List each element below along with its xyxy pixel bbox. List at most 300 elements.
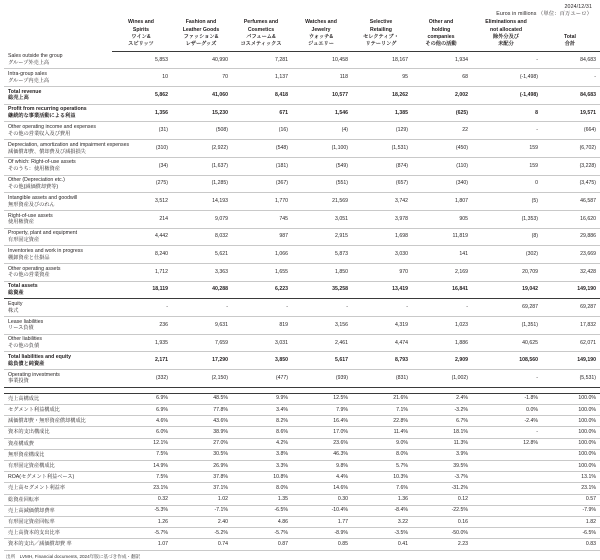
- col-en-line3: companies: [427, 33, 455, 40]
- ratio-cell-r3-c6: -: [472, 427, 542, 438]
- ratio-cell-r9-c1: 1.02: [172, 494, 232, 505]
- ratio-cell-r12-c6: [472, 528, 542, 539]
- cell-r8-c4: 3,742: [352, 193, 412, 211]
- cell-r8-c7: 46,587: [542, 193, 600, 211]
- cell-r13-c4: 13,419: [352, 281, 412, 299]
- cell-r7-c4: (657): [352, 175, 412, 193]
- ratio-cell-r6-c7: 100.0%: [542, 461, 600, 472]
- row-label-jp: グループ内売上高: [8, 77, 50, 84]
- ratio-row: [4, 393, 600, 404]
- cell-r14-c3: -: [292, 299, 352, 317]
- table-row: [4, 210, 600, 228]
- cell-r14-c6: 69,287: [472, 299, 542, 317]
- cell-r15-c1: 9,631: [172, 317, 232, 335]
- row-label: [4, 317, 112, 335]
- cell-r10-c0: 4,442: [112, 228, 172, 246]
- ratio-cell-r3-c7: 100.0%: [542, 427, 600, 438]
- ratio-cell-r11-c4: 3.22: [352, 517, 412, 528]
- ratio-cell-r11-c1: 2.40: [172, 517, 232, 528]
- table-row: [4, 87, 600, 105]
- ratio-cell-r12-c1: -5.2%: [172, 528, 232, 539]
- table-row: [4, 352, 600, 370]
- cell-r13-c6: 19,042: [472, 281, 542, 299]
- ratio-cell-r9-c0: 0.32: [112, 494, 172, 505]
- ratio-cell-r1-c7: 100.0%: [542, 404, 600, 415]
- ratio-cell-r2-c7: 100.0%: [542, 416, 600, 427]
- row-label-en: Other operating assets: [8, 265, 61, 272]
- cell-r17-c3: 5,617: [292, 352, 352, 370]
- cell-r16-c4: 4,474: [352, 334, 412, 352]
- col-jp-line1: セレクティブ・: [363, 33, 399, 40]
- cell-r18-c4: (831): [352, 370, 412, 388]
- cell-r7-c2: (367): [232, 175, 292, 193]
- cell-r1-c4: 95: [352, 69, 412, 87]
- cell-r16-c6: 40,625: [472, 334, 542, 352]
- col-en-line1: Perfumes and: [243, 19, 279, 26]
- row-label: [4, 370, 112, 388]
- column-header-eliminations-and-not-allocated: [472, 18, 542, 52]
- ratio-cell-r12-c4: -3.5%: [352, 528, 412, 539]
- col-jp-line2: スピリッツ: [128, 41, 154, 48]
- ratio-row: [4, 416, 600, 427]
- cell-r17-c7: 149,190: [542, 352, 600, 370]
- cell-r8-c1: 14,193: [172, 193, 232, 211]
- row-label-jp: 継続的な事業活動による利益: [8, 113, 76, 120]
- report-date: 2024/12/31: [564, 4, 592, 10]
- row-label-jp: その他(減価償却費等): [8, 183, 59, 190]
- ratio-cell-r7-c5: -3.7%: [412, 472, 472, 483]
- cell-r3-c4: 1,385: [352, 104, 412, 122]
- row-label: [4, 263, 112, 281]
- col-en-line1: Wines and: [128, 19, 154, 26]
- cell-r1-c6: (-1,498): [472, 69, 542, 87]
- cell-r12-c3: 1,850: [292, 263, 352, 281]
- cell-r5-c6: 159: [472, 140, 542, 158]
- cell-r6-c1: (1,637): [172, 157, 232, 175]
- cell-r4-c5: 22: [412, 122, 472, 140]
- cell-r1-c7: -: [542, 69, 600, 87]
- row-label-en: Inventories and work in progress: [8, 247, 83, 254]
- ratio-cell-r5-c6: [472, 449, 542, 460]
- column-header-other-and-holding-companies: [412, 18, 472, 52]
- cell-r4-c4: (129): [352, 122, 412, 140]
- cell-r4-c3: (4): [292, 122, 352, 140]
- ratio-row-label: 減価償却費・無形資産償却構成比: [4, 416, 112, 427]
- row-label: [4, 140, 130, 158]
- row-label-jp: 減価償却費、償却費及び減損損失: [8, 148, 86, 155]
- cell-r14-c4: -: [352, 299, 412, 317]
- cell-r2-c1: 41,060: [172, 87, 232, 105]
- col-jp-line1: パフューム&: [246, 33, 276, 40]
- row-label-jp: そのうち：使用権資産: [8, 166, 60, 173]
- cell-r0-c2: 7,281: [232, 52, 292, 69]
- cell-r6-c7: (3,228): [542, 157, 600, 175]
- row-label: [4, 193, 112, 211]
- row-label-en: Other liabilities: [8, 336, 43, 343]
- col-en-line1: Other and: [428, 19, 454, 26]
- cell-r1-c0: 10: [112, 69, 172, 87]
- ratio-row: [4, 404, 600, 415]
- cell-r11-c4: 3,030: [352, 246, 412, 264]
- ratio-cell-r13-c4: 0.41: [352, 539, 412, 550]
- ratio-row-label: ROA(セグメント利益ベース): [4, 472, 112, 483]
- cell-r16-c5: 1,886: [412, 334, 472, 352]
- table-row: [4, 104, 600, 122]
- ratio-cell-r7-c7: 13.1%: [542, 472, 600, 483]
- row-label: [4, 210, 112, 228]
- ratio-cell-r3-c4: 11.4%: [352, 427, 412, 438]
- table-row: [4, 52, 600, 69]
- col-jp-line1: ワイン&: [131, 33, 151, 40]
- cell-r17-c6: 108,560: [472, 352, 542, 370]
- ratio-cell-r8-c0: 23.1%: [112, 483, 172, 494]
- row-label-jp: 有形固定資産: [8, 236, 40, 243]
- ratio-cell-r10-c7: -7.9%: [542, 505, 600, 516]
- table-row: [4, 228, 600, 246]
- ratio-cell-r12-c0: -5.7%: [112, 528, 172, 539]
- cell-r10-c2: 987: [232, 228, 292, 246]
- row-label-jp: 総負債と純資産: [8, 360, 45, 367]
- ratio-cell-r4-c0: 12.1%: [112, 438, 172, 449]
- cell-r16-c0: 1,935: [112, 334, 172, 352]
- row-label: [4, 122, 112, 140]
- cell-r2-c7: 84,683: [542, 87, 600, 105]
- ratio-cell-r4-c1: 27.0%: [172, 438, 232, 449]
- cell-r15-c3: 3,156: [292, 317, 352, 335]
- cell-r2-c2: 8,418: [232, 87, 292, 105]
- ratio-cell-r8-c2: 8.0%: [232, 483, 292, 494]
- col-en-line1: Watches and: [305, 19, 337, 26]
- ratio-row: [4, 427, 600, 438]
- row-label-header: [4, 18, 112, 52]
- table-row: [4, 317, 600, 335]
- row-label-jp: 事業投資: [8, 378, 29, 385]
- table-body: [4, 52, 600, 550]
- ratio-cell-r13-c1: 0.74: [172, 539, 232, 550]
- ratio-cell-r10-c4: -8.4%: [352, 505, 412, 516]
- ratio-cell-r8-c1: 37.1%: [172, 483, 232, 494]
- ratio-row-label: 総資産回転率: [4, 494, 112, 505]
- row-label-en: Sales outside the group: [8, 53, 63, 60]
- cell-r18-c6: -: [472, 370, 542, 388]
- row-label: [4, 299, 112, 317]
- cell-r0-c6: -: [472, 52, 542, 69]
- table-row: [4, 334, 600, 352]
- ratio-cell-r4-c5: 11.3%: [412, 438, 472, 449]
- cell-r18-c5: (1,002): [412, 370, 472, 388]
- cell-r3-c1: 15,230: [172, 104, 232, 122]
- cell-r9-c4: 3,978: [352, 210, 412, 228]
- ratio-cell-r10-c6: [472, 505, 542, 516]
- col-jp-line2: コスメティックス: [240, 41, 282, 48]
- ratio-cell-r0-c7: 100.0%: [542, 393, 600, 404]
- ratio-cell-r12-c2: -5.7%: [232, 528, 292, 539]
- ratio-cell-r0-c2: 9.9%: [232, 393, 292, 404]
- table-row: [4, 246, 600, 264]
- column-header-fashion-and-leather-goods: [172, 18, 232, 52]
- cell-r10-c3: 2,915: [292, 228, 352, 246]
- cell-r3-c7: 19,571: [542, 104, 600, 122]
- col-en-line1: Fashion and: [185, 19, 217, 26]
- row-label-en: Intangible assets and goodwill: [8, 194, 78, 201]
- row-label: [4, 175, 112, 193]
- ratio-cell-r4-c4: 9.0%: [352, 438, 412, 449]
- ratio-cell-r8-c6: [472, 483, 542, 494]
- col-en-line2: Cosmetics: [247, 26, 275, 33]
- cell-r9-c0: 214: [112, 210, 172, 228]
- ratio-cell-r4-c3: 23.6%: [292, 438, 352, 449]
- cell-r5-c2: (548): [232, 140, 292, 158]
- column-header-watches-and-jewelry: [292, 18, 352, 52]
- ratio-cell-r8-c7: 23.1%: [542, 483, 600, 494]
- ratio-cell-r11-c0: 1.26: [112, 517, 172, 528]
- cell-r15-c0: 236: [112, 317, 172, 335]
- cell-r0-c4: 18,167: [352, 52, 412, 69]
- table-row: [4, 299, 600, 317]
- ratio-cell-r11-c6: [472, 517, 542, 528]
- table-row: [4, 122, 600, 140]
- ratio-row-label: 有形固定資産構成比: [4, 461, 112, 472]
- cell-r13-c2: 6,223: [232, 281, 292, 299]
- cell-r5-c1: (2,922): [172, 140, 232, 158]
- cell-r1-c1: 70: [172, 69, 232, 87]
- ratio-cell-r10-c3: -10.4%: [292, 505, 352, 516]
- cell-r16-c2: 3,031: [232, 334, 292, 352]
- ratio-cell-r5-c3: 46.3%: [292, 449, 352, 460]
- cell-r13-c1: 40,288: [172, 281, 232, 299]
- cell-r14-c7: 69,287: [542, 299, 600, 317]
- cell-r2-c3: 10,577: [292, 87, 352, 105]
- col-jp-line1: ウォッチ&: [308, 33, 334, 40]
- source-note: 出所 LVMH, Financial documents, 2024年版に基づき作成・翻訳: [6, 553, 141, 559]
- cell-r9-c2: 745: [232, 210, 292, 228]
- cell-r5-c3: (1,100): [292, 140, 352, 158]
- cell-r18-c3: (939): [292, 370, 352, 388]
- cell-r0-c7: 84,683: [542, 52, 600, 69]
- ratio-cell-r7-c6: [472, 472, 542, 483]
- cell-r12-c1: 3,363: [172, 263, 232, 281]
- cell-r8-c0: 3,512: [112, 193, 172, 211]
- cell-r16-c1: 7,659: [172, 334, 232, 352]
- row-label-jp: その他の負債: [8, 343, 40, 350]
- row-label-en: Depreciation, amortization and impairment expenses: [8, 141, 130, 148]
- cell-r10-c7: 29,886: [542, 228, 600, 246]
- cell-r13-c3: 35,258: [292, 281, 352, 299]
- cell-r12-c2: 1,655: [232, 263, 292, 281]
- column-header-total: [542, 18, 600, 52]
- ratio-cell-r3-c5: 18.1%: [412, 427, 472, 438]
- cell-r8-c6: (5): [472, 193, 542, 211]
- ratio-cell-r6-c1: 26.9%: [172, 461, 232, 472]
- ratio-cell-r10-c2: -6.5%: [232, 505, 292, 516]
- cell-r17-c2: 3,850: [232, 352, 292, 370]
- ratio-cell-r9-c4: 1.36: [352, 494, 412, 505]
- column-header-perfumes-and-cosmetics: [232, 18, 292, 52]
- col-en-line1: Total: [563, 33, 576, 40]
- cell-r5-c5: (450): [412, 140, 472, 158]
- cell-r11-c6: (302): [472, 246, 542, 264]
- row-label-jp: リース負債: [8, 325, 34, 332]
- cell-r12-c0: 1,712: [112, 263, 172, 281]
- ratio-cell-r0-c5: 2.4%: [412, 393, 472, 404]
- ratio-cell-r13-c5: 2.23: [412, 539, 472, 550]
- row-label: [4, 87, 112, 105]
- ratio-cell-r7-c2: 10.8%: [232, 472, 292, 483]
- cell-r2-c6: (-1,498): [472, 87, 542, 105]
- ratio-cell-r13-c6: [472, 539, 542, 550]
- row-label: [4, 334, 112, 352]
- ratio-cell-r9-c7: 0.57: [542, 494, 600, 505]
- ratio-cell-r13-c0: 1.07: [112, 539, 172, 550]
- ratio-cell-r7-c4: 10.3%: [352, 472, 412, 483]
- row-label: [4, 52, 112, 69]
- ratio-cell-r1-c0: 6.9%: [112, 404, 172, 415]
- cell-r6-c6: 159: [472, 157, 542, 175]
- ratio-cell-r9-c6: [472, 494, 542, 505]
- table-row: [4, 370, 600, 388]
- ratio-cell-r9-c5: 0.12: [412, 494, 472, 505]
- cell-r9-c5: 905: [412, 210, 472, 228]
- cell-r18-c2: (477): [232, 370, 292, 388]
- ratio-cell-r5-c7: 100.0%: [542, 449, 600, 460]
- cell-r16-c3: 2,461: [292, 334, 352, 352]
- ratio-cell-r0-c6: -1.8%: [472, 393, 542, 404]
- row-label-en: Operating investments: [8, 371, 60, 378]
- ratio-cell-r3-c1: 38.9%: [172, 427, 232, 438]
- cell-r12-c4: 970: [352, 263, 412, 281]
- cell-r5-c4: (1,531): [352, 140, 412, 158]
- row-label: [4, 69, 112, 87]
- table-meta: [0, 0, 600, 17]
- ratio-row-label: 有形固定資産回転率: [4, 517, 112, 528]
- ratio-row: [4, 494, 600, 505]
- ratio-row: [4, 528, 600, 539]
- cell-r4-c7: (664): [542, 122, 600, 140]
- ratio-cell-r9-c2: 1.35: [232, 494, 292, 505]
- ratio-cell-r5-c4: 8.0%: [352, 449, 412, 460]
- cell-r15-c6: (1,351): [472, 317, 542, 335]
- cell-r15-c5: 1,023: [412, 317, 472, 335]
- row-label-en: Property, plant and equipment: [8, 230, 78, 237]
- row-label-en: Profit from recurring operations: [8, 106, 87, 113]
- cell-r0-c0: 5,853: [112, 52, 172, 69]
- cell-r9-c6: (1,353): [472, 210, 542, 228]
- ratio-cell-r0-c0: 6.9%: [112, 393, 172, 404]
- row-label: [4, 157, 112, 175]
- ratio-row-label: 資本的支出構成比: [4, 427, 112, 438]
- cell-r14-c2: -: [232, 299, 292, 317]
- ratio-cell-r2-c6: -2.4%: [472, 416, 542, 427]
- cell-r2-c5: 2,002: [412, 87, 472, 105]
- cell-r0-c3: 10,458: [292, 52, 352, 69]
- ratio-cell-r3-c0: 6.0%: [112, 427, 172, 438]
- col-jp-line1: 合計: [564, 41, 576, 48]
- cell-r6-c2: (181): [232, 157, 292, 175]
- ratio-cell-r10-c1: -7.1%: [172, 505, 232, 516]
- col-en-line2: Leather Goods: [182, 26, 220, 33]
- column-header-selective-retailing: [352, 18, 412, 52]
- table-row: [4, 157, 600, 175]
- cell-r9-c3: 3,051: [292, 210, 352, 228]
- cell-r1-c5: 68: [412, 69, 472, 87]
- cell-r15-c4: 4,319: [352, 317, 412, 335]
- row-label: [4, 228, 112, 246]
- table-header: [4, 18, 600, 52]
- cell-r11-c3: 5,873: [292, 246, 352, 264]
- ratio-cell-r6-c2: 3.3%: [232, 461, 292, 472]
- ratio-cell-r2-c1: 43.6%: [172, 416, 232, 427]
- ratio-cell-r2-c5: 6.7%: [412, 416, 472, 427]
- ratio-row: [4, 517, 600, 528]
- cell-r18-c1: (2,150): [172, 370, 232, 388]
- ratio-row: [4, 505, 600, 516]
- cell-r17-c5: 2,909: [412, 352, 472, 370]
- row-label-en: Total liabilities and equity: [8, 354, 72, 360]
- ratio-cell-r5-c0: 7.5%: [112, 449, 172, 460]
- cell-r3-c0: 1,356: [112, 104, 172, 122]
- ratio-row-label: 売上高セグメント利益率: [4, 483, 112, 494]
- segment-information-table: [4, 18, 600, 550]
- ratio-cell-r1-c5: -3.2%: [412, 404, 472, 415]
- cell-r0-c1: 40,990: [172, 52, 232, 69]
- ratio-cell-r13-c3: 0.85: [292, 539, 352, 550]
- cell-r11-c0: 8,240: [112, 246, 172, 264]
- row-label-en: Total revenue: [8, 88, 42, 95]
- row-label-en: Equity: [8, 300, 23, 307]
- row-label-en: Of which: Right-of-use assets: [8, 159, 76, 166]
- ratio-row: [4, 461, 600, 472]
- cell-r9-c7: 16,620: [542, 210, 600, 228]
- ratio-cell-r12-c5: -50.0%: [412, 528, 472, 539]
- ratio-cell-r4-c7: 100.0%: [542, 438, 600, 449]
- ratio-cell-r13-c7: 0.83: [542, 539, 600, 550]
- ratio-row: [4, 539, 600, 550]
- ratio-cell-r8-c5: -31.2%: [412, 483, 472, 494]
- ratio-row: [4, 483, 600, 494]
- cell-r13-c0: 18,119: [112, 281, 172, 299]
- row-label-jp: その他の営業資産: [8, 272, 50, 279]
- row-label: [4, 104, 112, 122]
- cell-r9-c1: 9,079: [172, 210, 232, 228]
- row-label-jp: 株式: [8, 307, 19, 314]
- ratio-cell-r11-c3: 1.77: [292, 517, 352, 528]
- cell-r12-c5: 2,169: [412, 263, 472, 281]
- col-jp-line2: 未配分: [498, 41, 514, 48]
- ratio-cell-r8-c3: 14.6%: [292, 483, 352, 494]
- ratio-cell-r8-c4: 7.6%: [352, 483, 412, 494]
- cell-r8-c5: 1,807: [412, 193, 472, 211]
- table-row: [4, 69, 600, 87]
- row-label-jp: グループ外売上高: [8, 60, 50, 67]
- cell-r5-c0: (310): [112, 140, 172, 158]
- row-label-en: Lease liabilities: [8, 318, 44, 325]
- col-en-line2: Retailing: [370, 26, 392, 33]
- cell-r4-c6: -: [472, 122, 542, 140]
- row-label-en: Other (Depreciation etc.): [8, 177, 65, 184]
- col-jp-line1: ファッション&: [183, 33, 219, 40]
- row-label-en: Intra-group sales: [8, 71, 47, 77]
- cell-r7-c0: (275): [112, 175, 172, 193]
- cell-r15-c2: 819: [232, 317, 292, 335]
- row-label-jp: 棚卸資産と仕掛品: [8, 254, 50, 261]
- ratio-row-label: 売上高資本的支出比率: [4, 528, 112, 539]
- cell-r7-c1: (1,285): [172, 175, 232, 193]
- col-en-line2: Jewelry: [311, 26, 331, 33]
- ratio-cell-r3-c3: 17.0%: [292, 427, 352, 438]
- cell-r11-c1: 5,621: [172, 246, 232, 264]
- ratio-cell-r11-c7: 1.82: [542, 517, 600, 528]
- ratio-cell-r11-c5: 0.16: [412, 517, 472, 528]
